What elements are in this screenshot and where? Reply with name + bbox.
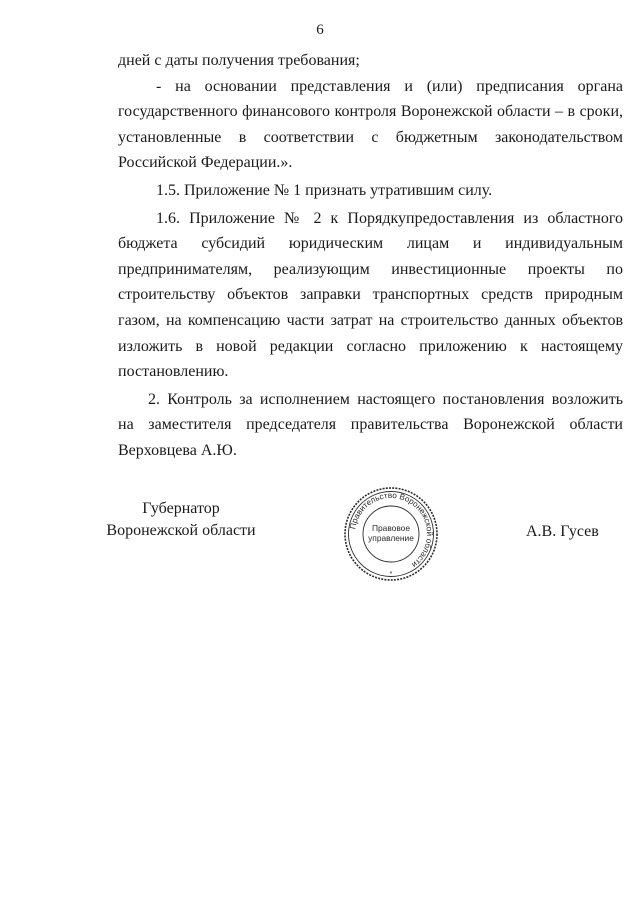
stamp-star: *: [389, 571, 393, 578]
document-body: [118, 48, 623, 464]
paragraph-2: 2. Контроль за исполнением настоящего постановления возложить на заместителя председателя правительства Воронежской области Верховцева А.Ю.: [118, 390, 623, 459]
official-stamp: [343, 486, 439, 582]
stamp-ring-text: Правительство Воронежской области: [348, 490, 435, 570]
stamp-center-line1: Правовое: [371, 523, 411, 533]
signatory-name: А.В. Гусев: [526, 523, 599, 540]
paragraph-1-5: 1.5. Приложение № 1 признать утратившим силу.: [156, 181, 493, 199]
paragraph-continuation: дней с даты получения требования;: [118, 52, 360, 69]
paragraph-1-6: 1.6. Приложение № 2 к Порядкупредоставления из областного бюджета субсидий юридическим лицам и индивидуальным предпринимателям, реализующим инвестиционные проекты по строительству объектов заправки транспортных средств природным газом, на компенсацию части затрат на строительство данных объектов изложить в новой редакции согласно приложению к настоящему постановлению.: [118, 209, 623, 381]
signatory-position: [106, 498, 256, 542]
stamp-center-line2: управление: [368, 533, 414, 543]
signatory-title: Губернатор: [142, 500, 220, 517]
page-number: 6: [316, 22, 324, 38]
paragraph-item-dash: - на основании представления и (или) предписания органа государственного финансового контроля Воронежской области – в сроки, установленные в соответствии с бюджетным законодательством Российской Федерации.».: [118, 77, 623, 172]
signatory-region: Воронежской области: [106, 522, 256, 539]
